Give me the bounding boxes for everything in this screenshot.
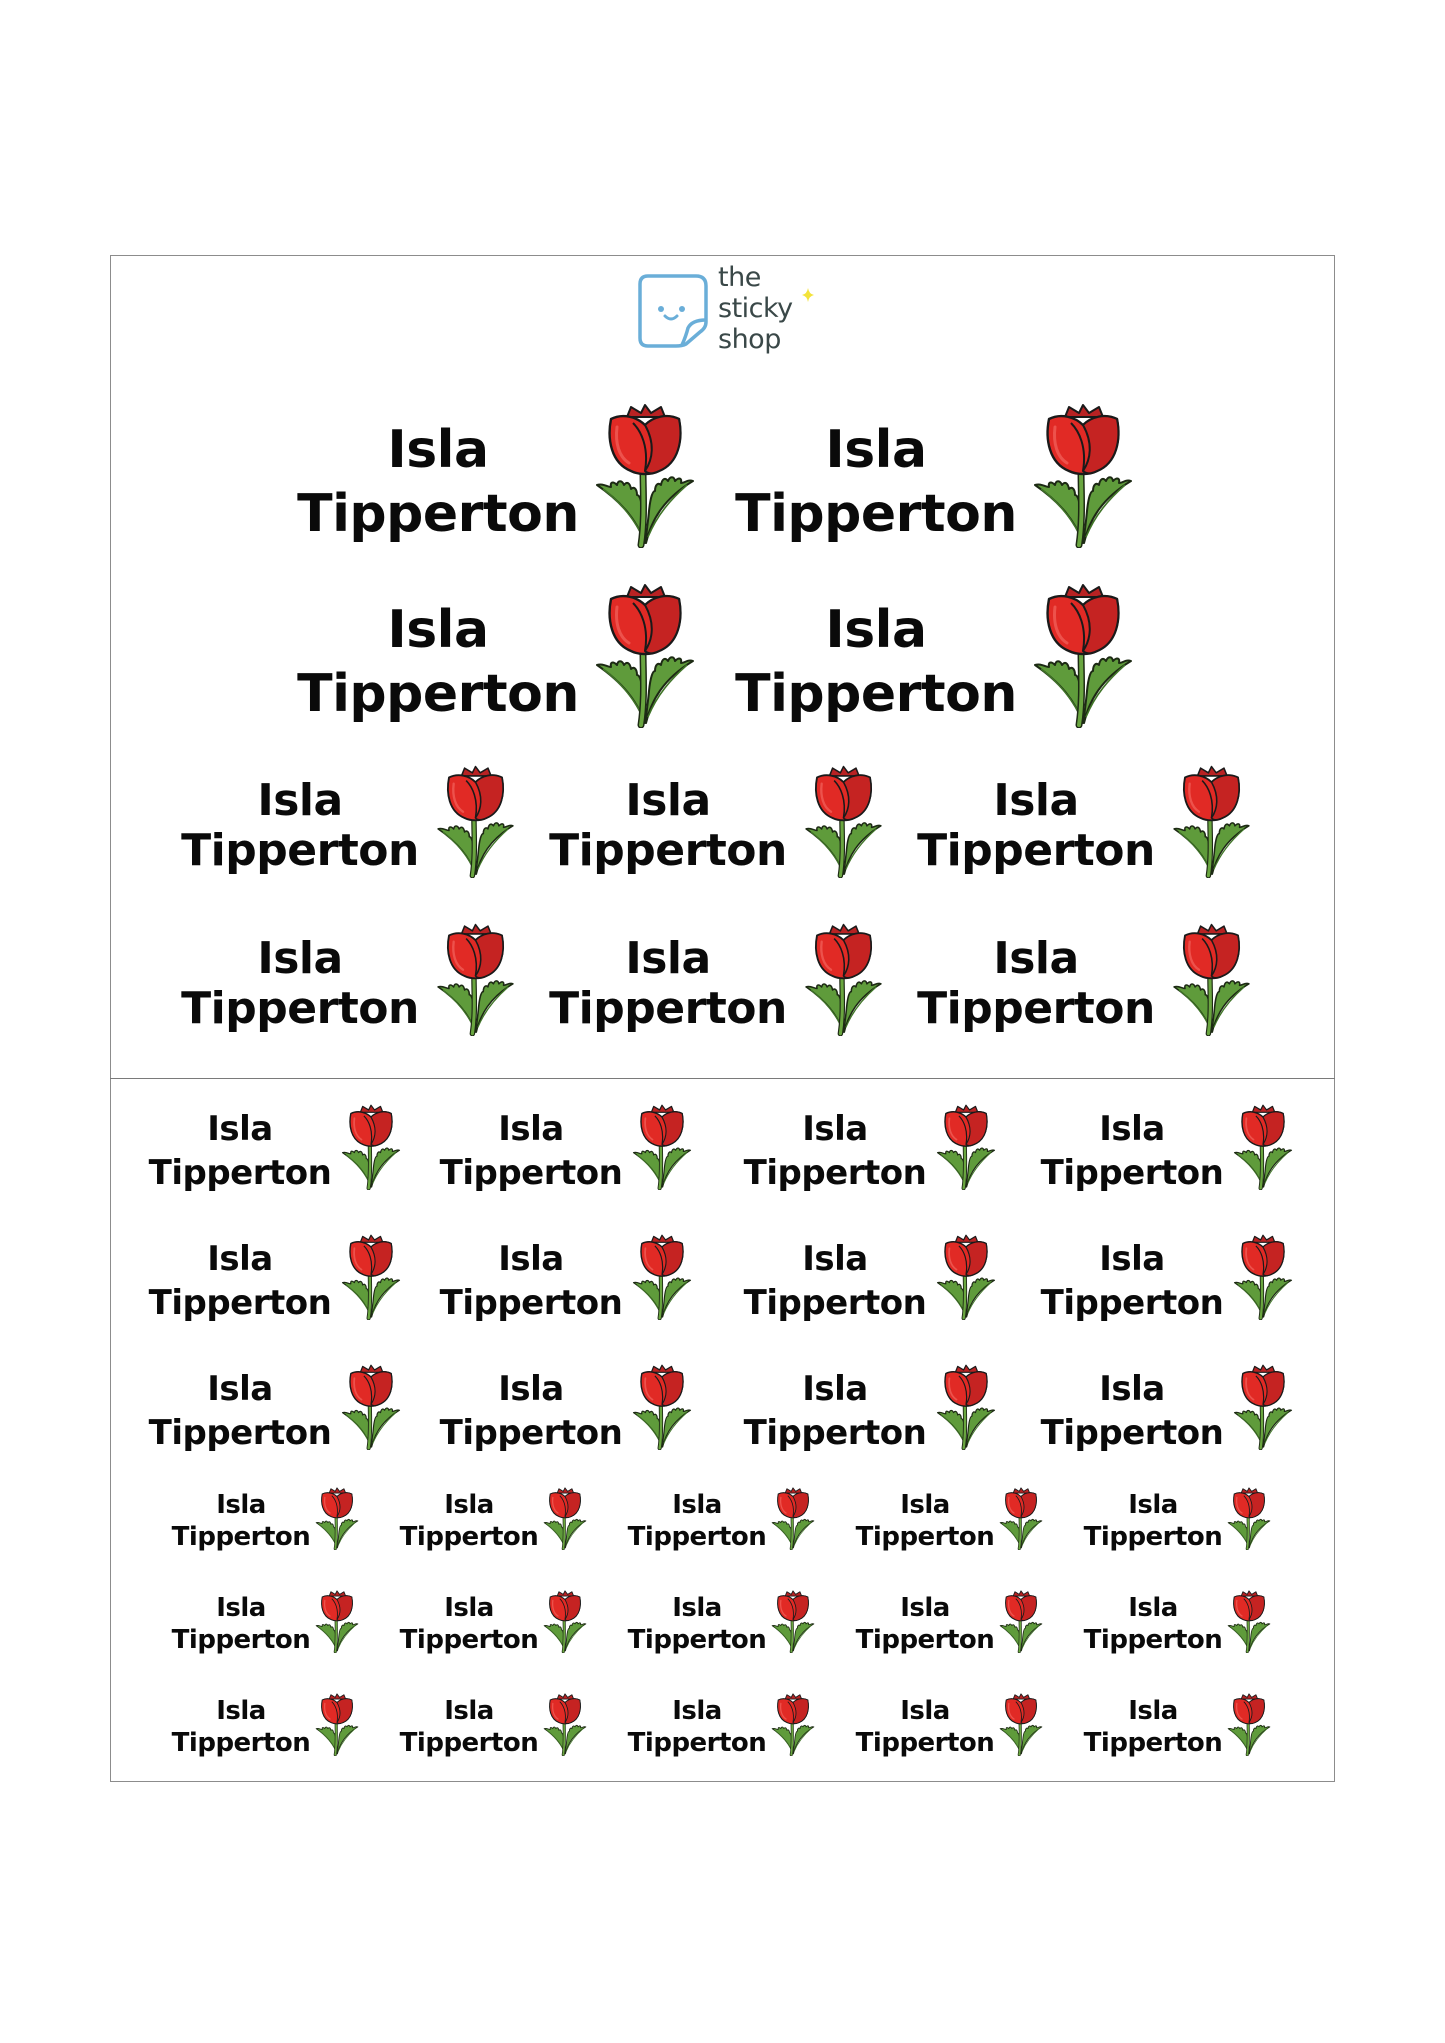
sticker-name (917, 934, 1155, 1034)
first-name: Isla (802, 1109, 868, 1149)
first-name: Isla (900, 1696, 950, 1726)
logo-wordmark (718, 262, 793, 355)
last-name: Tipperton (917, 825, 1155, 876)
tulip-icon (630, 1364, 694, 1450)
first-name: Isla (1128, 1593, 1178, 1623)
first-name: Isla (207, 1239, 273, 1279)
last-name: Tipperton (855, 1728, 995, 1758)
tulip-icon (1231, 1104, 1295, 1190)
sticker-name (735, 598, 1017, 726)
last-name: Tipperton (743, 1413, 927, 1453)
last-name: Tipperton (171, 1522, 311, 1552)
last-name: Tipperton (399, 1522, 539, 1552)
logo-line-sticky: sticky (718, 293, 793, 324)
sticker-name (744, 1237, 927, 1325)
last-name: Tipperton (439, 1413, 623, 1453)
last-name: Tipperton (181, 825, 419, 876)
last-name: Tipperton (627, 1728, 767, 1758)
tulip-icon (768, 1487, 818, 1550)
tulip-icon (540, 1590, 590, 1653)
first-name: Isla (498, 1239, 564, 1279)
last-name: Tipperton (171, 1728, 311, 1758)
first-name: Isla (802, 1369, 868, 1409)
sticker-name (149, 1237, 332, 1325)
last-name: Tipperton (1040, 1153, 1224, 1193)
last-name: Tipperton (399, 1625, 539, 1655)
first-name: Isla (1128, 1696, 1178, 1726)
tulip-icon (312, 1693, 362, 1756)
sticker-name (172, 1592, 311, 1656)
last-name: Tipperton (627, 1522, 767, 1552)
sticker-name (400, 1489, 539, 1553)
sticker-name (172, 1489, 311, 1553)
section-divider (110, 1078, 1335, 1079)
first-name: Isla (257, 775, 343, 826)
tulip-icon (339, 1234, 403, 1320)
first-name: Isla (387, 420, 489, 480)
last-name: Tipperton (1083, 1625, 1223, 1655)
first-name: Isla (1099, 1239, 1165, 1279)
tulip-icon (1169, 765, 1254, 878)
first-name: Isla (825, 600, 927, 660)
tulip-icon (996, 1693, 1046, 1756)
first-name: Isla (802, 1239, 868, 1279)
last-name: Tipperton (549, 825, 787, 876)
sticker-name (744, 1107, 927, 1195)
last-name: Tipperton (855, 1625, 995, 1655)
sticker-name (628, 1592, 767, 1656)
sticker-name (440, 1367, 623, 1455)
sticker-name (549, 934, 787, 1034)
first-name: Isla (387, 600, 489, 660)
sticker-name (735, 418, 1017, 546)
last-name: Tipperton (743, 1283, 927, 1323)
logo-line-shop: shop (718, 324, 781, 355)
tulip-icon (593, 583, 697, 728)
last-name: Tipperton (439, 1153, 623, 1193)
first-name: Isla (900, 1593, 950, 1623)
last-name: Tipperton (735, 484, 1017, 544)
first-name: Isla (993, 775, 1079, 826)
last-name: Tipperton (743, 1153, 927, 1193)
last-name: Tipperton (297, 484, 579, 544)
first-name: Isla (672, 1490, 722, 1520)
first-name: Isla (1099, 1369, 1165, 1409)
first-name: Isla (625, 933, 711, 984)
tulip-icon (433, 765, 518, 878)
tulip-icon (1031, 583, 1135, 728)
last-name: Tipperton (148, 1153, 332, 1193)
sticker-name (1041, 1107, 1224, 1195)
last-name: Tipperton (1040, 1283, 1224, 1323)
last-name: Tipperton (148, 1413, 332, 1453)
last-name: Tipperton (1083, 1522, 1223, 1552)
tulip-icon (996, 1590, 1046, 1653)
sticker-name (400, 1695, 539, 1759)
first-name: Isla (825, 420, 927, 480)
brand-logo (634, 262, 824, 362)
sticker-name (744, 1367, 927, 1455)
first-name: Isla (672, 1593, 722, 1623)
first-name: Isla (993, 933, 1079, 984)
tulip-icon (1224, 1590, 1274, 1653)
tulip-icon (433, 923, 518, 1036)
tulip-icon (1224, 1487, 1274, 1550)
tulip-icon (934, 1104, 998, 1190)
sticker-name (297, 418, 579, 546)
last-name: Tipperton (181, 983, 419, 1034)
tulip-icon (934, 1234, 998, 1320)
tulip-icon (312, 1487, 362, 1550)
first-name: Isla (444, 1696, 494, 1726)
sticker-name (440, 1237, 623, 1325)
tulip-icon (934, 1364, 998, 1450)
last-name: Tipperton (1040, 1413, 1224, 1453)
first-name: Isla (672, 1696, 722, 1726)
last-name: Tipperton (297, 664, 579, 724)
tulip-icon (1169, 923, 1254, 1036)
first-name: Isla (625, 775, 711, 826)
sticker-name (440, 1107, 623, 1195)
sparkle-icon (802, 288, 814, 302)
tulip-icon (1231, 1234, 1295, 1320)
last-name: Tipperton (148, 1283, 332, 1323)
sticker-name (1041, 1367, 1224, 1455)
smiling-sticker-icon (636, 272, 710, 348)
sticker-name (297, 598, 579, 726)
sticker-name (917, 776, 1155, 876)
last-name: Tipperton (855, 1522, 995, 1552)
first-name: Isla (444, 1490, 494, 1520)
sticker-name (1084, 1592, 1223, 1656)
tulip-icon (996, 1487, 1046, 1550)
tulip-icon (339, 1364, 403, 1450)
last-name: Tipperton (627, 1625, 767, 1655)
tulip-icon (540, 1487, 590, 1550)
sticker-name (1084, 1695, 1223, 1759)
last-name: Tipperton (735, 664, 1017, 724)
tulip-icon (768, 1693, 818, 1756)
last-name: Tipperton (549, 983, 787, 1034)
tulip-icon (339, 1104, 403, 1190)
first-name: Isla (216, 1593, 266, 1623)
first-name: Isla (207, 1369, 273, 1409)
first-name: Isla (444, 1593, 494, 1623)
tulip-icon (768, 1590, 818, 1653)
first-name: Isla (900, 1490, 950, 1520)
last-name: Tipperton (1083, 1728, 1223, 1758)
sticker-name (549, 776, 787, 876)
tulip-icon (630, 1104, 694, 1190)
tulip-icon (801, 923, 886, 1036)
sticker-name (856, 1695, 995, 1759)
sticker-name (628, 1695, 767, 1759)
last-name: Tipperton (399, 1728, 539, 1758)
first-name: Isla (257, 933, 343, 984)
tulip-icon (540, 1693, 590, 1756)
sticker-name (149, 1367, 332, 1455)
sticker-name (628, 1489, 767, 1553)
sticker-name (181, 776, 419, 876)
last-name: Tipperton (439, 1283, 623, 1323)
sticker-name (149, 1107, 332, 1195)
tulip-icon (1031, 403, 1135, 548)
first-name: Isla (216, 1490, 266, 1520)
tulip-icon (1231, 1364, 1295, 1450)
first-name: Isla (498, 1369, 564, 1409)
first-name: Isla (498, 1109, 564, 1149)
first-name: Isla (1128, 1490, 1178, 1520)
sticker-name (400, 1592, 539, 1656)
sticker-name (181, 934, 419, 1034)
sticker-name (1041, 1237, 1224, 1325)
sticker-name (856, 1489, 995, 1553)
first-name: Isla (216, 1696, 266, 1726)
first-name: Isla (1099, 1109, 1165, 1149)
tulip-icon (801, 765, 886, 878)
sticker-name (856, 1592, 995, 1656)
tulip-icon (630, 1234, 694, 1320)
logo-line-the: the (718, 262, 761, 293)
last-name: Tipperton (917, 983, 1155, 1034)
sticker-name (1084, 1489, 1223, 1553)
tulip-icon (593, 403, 697, 548)
last-name: Tipperton (171, 1625, 311, 1655)
sticker-name (172, 1695, 311, 1759)
tulip-icon (312, 1590, 362, 1653)
first-name: Isla (207, 1109, 273, 1149)
tulip-icon (1224, 1693, 1274, 1756)
